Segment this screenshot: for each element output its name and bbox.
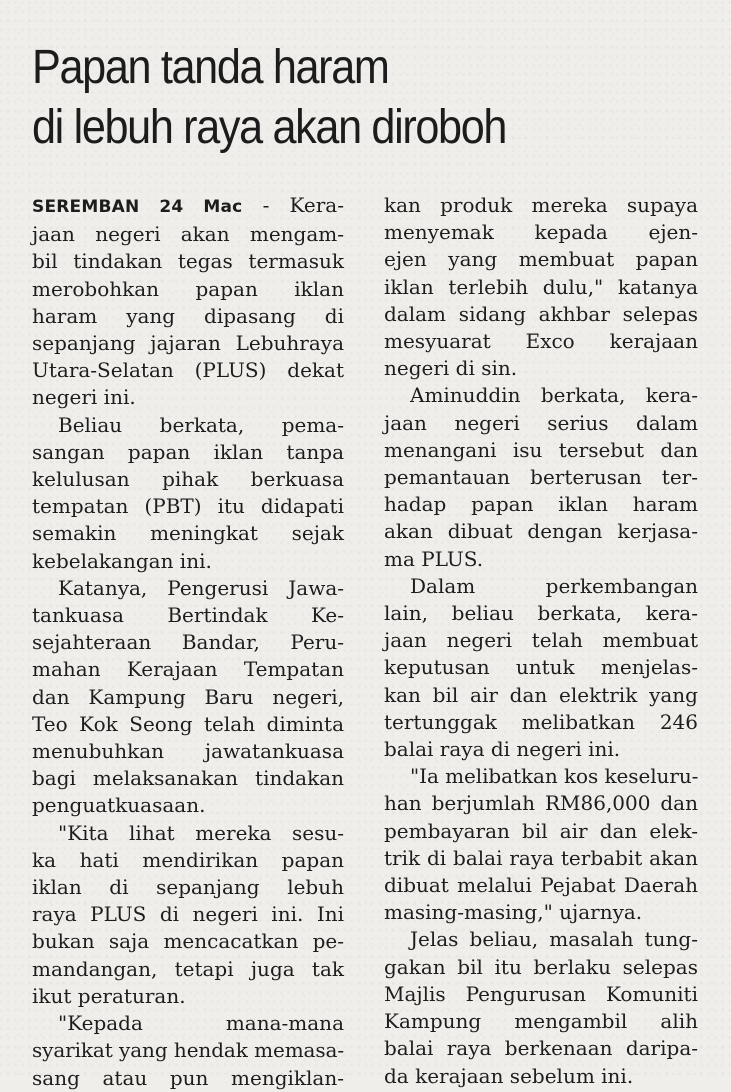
headline bbox=[32, 38, 644, 158]
article-line: negeri ini. bbox=[32, 385, 136, 410]
article-line: Dalam perkembangan bbox=[410, 573, 698, 598]
article-line: ka hati mendirikan papan bbox=[32, 847, 344, 872]
article-line: da kerajaan sebelum ini. bbox=[384, 1063, 634, 1088]
article-line: Beliau berkata, pema- bbox=[58, 412, 344, 437]
article-line: "Kita lihat mereka sesu- bbox=[58, 820, 344, 845]
article-line: ma PLUS. bbox=[384, 546, 484, 571]
article-line: tertunggak melibatkan 246 bbox=[384, 709, 698, 734]
article-line: syarikat yang hendak memasa- bbox=[32, 1038, 344, 1063]
article-line: sang atau pun mengiklan- bbox=[32, 1065, 344, 1090]
article-line: sepanjang jajaran Lebuhraya bbox=[32, 331, 344, 356]
article-line: haram yang dipasang di bbox=[32, 303, 344, 328]
article-line: iklan terlebih dulu," katanya bbox=[384, 274, 698, 299]
article-line: Aminuddin berkata, kera- bbox=[410, 383, 698, 408]
article-line: penguatkuasaan. bbox=[32, 793, 206, 818]
article-line: Majlis Pengurusan Komuniti bbox=[384, 981, 698, 1006]
article-line: Jelas beliau, masalah tung- bbox=[410, 927, 698, 952]
article-line: mahan Kerajaan Tempatan bbox=[32, 657, 344, 682]
article-line: menyemak kepada ejen- bbox=[384, 220, 698, 245]
article-line: bukan saja mencacatkan pe- bbox=[32, 929, 344, 954]
dateline: SEREMBAN 24 Mac bbox=[32, 197, 243, 217]
article-line: iklan di sepanjang lebuh bbox=[32, 875, 344, 900]
article-line: dalam sidang akhbar selepas bbox=[384, 301, 698, 326]
article-line: semakin meningkat sejak bbox=[32, 521, 344, 546]
article-line: pemantauan berterusan ter- bbox=[384, 465, 698, 490]
article-line: menangani isu tersebut dan bbox=[384, 437, 698, 462]
article-line: pembayaran bil air dan elek- bbox=[384, 818, 698, 843]
article-line: Utara-Selatan (PLUS) dekat bbox=[32, 358, 344, 383]
article-line: negeri di sin. bbox=[384, 356, 518, 381]
article-line: balai raya di negeri ini. bbox=[384, 737, 621, 762]
article-line: mesyuarat Exco kerajaan bbox=[384, 329, 698, 354]
article-line: lain, beliau berkata, kera- bbox=[384, 601, 698, 626]
article-line: tempatan (PBT) itu didapati bbox=[32, 494, 344, 519]
article-column-right bbox=[384, 192, 698, 1090]
article-line: Katanya, Pengerusi Jawa- bbox=[58, 575, 344, 600]
article-line: ikut peraturan. bbox=[32, 983, 186, 1008]
article-line: mandangan, tetapi juga tak bbox=[32, 956, 344, 981]
article-line: balai raya berkenaan daripa- bbox=[384, 1036, 698, 1061]
article-line: sangan papan iklan tanpa bbox=[32, 439, 344, 464]
article-line: Kampung mengambil alih bbox=[384, 1009, 698, 1034]
headline-line-2: di lebuh raya akan diroboh bbox=[32, 101, 507, 154]
article-line: bagi melaksanakan tindakan bbox=[32, 766, 344, 791]
headline-line-1: Papan tanda haram bbox=[32, 41, 389, 94]
article-line: bil tindakan tegas termasuk bbox=[32, 249, 344, 274]
article-line: keputusan untuk menjelas- bbox=[384, 655, 698, 680]
article-line: "Ia melibatkan kos keseluru- bbox=[410, 764, 699, 789]
article-line: akan dibuat dengan kerjasa- bbox=[384, 519, 698, 544]
article-line: raya PLUS di negeri ini. Ini bbox=[32, 902, 344, 927]
article-line: gakan bil itu berlaku selepas bbox=[384, 954, 698, 979]
article-line: kebelakangan ini. bbox=[32, 548, 212, 573]
article-line: masing-masing," ujarnya. bbox=[384, 900, 643, 925]
article-line: sejahteraan Bandar, Peru- bbox=[32, 630, 344, 655]
article-line-text: - Kera- bbox=[262, 193, 344, 217]
article-line: jaan negeri serius dalam bbox=[384, 410, 698, 435]
article-line: jaan negeri telah membuat bbox=[384, 628, 698, 653]
article-column-left bbox=[32, 192, 344, 1092]
article-line: Teo Kok Seong telah diminta bbox=[32, 711, 344, 736]
article-line: "Kepada mana-mana bbox=[58, 1011, 344, 1036]
article-line: dan Kampung Baru negeri, bbox=[32, 684, 344, 709]
article-line: kelulusan pihak berkuasa bbox=[32, 467, 344, 492]
article-line: trik di balai raya terbabit akan bbox=[384, 845, 698, 870]
article-line: dibuat melalui Pejabat Daerah bbox=[384, 873, 698, 898]
article-line: han berjumlah RM86,000 dan bbox=[384, 791, 698, 816]
article-line: jaan negeri akan mengam- bbox=[32, 222, 344, 247]
article-line: kan produk mereka supaya bbox=[384, 193, 698, 217]
article-line: menubuhkan jawatankuasa bbox=[32, 739, 344, 764]
article-line: kan bil air dan elektrik yang bbox=[384, 682, 698, 707]
article-line: hadap papan iklan haram bbox=[384, 492, 698, 517]
article-line bbox=[32, 192, 344, 221]
article-line: merobohkan papan iklan bbox=[32, 276, 344, 301]
article-line: tankuasa Bertindak Ke- bbox=[32, 603, 344, 628]
article-line: ejen yang membuat papan bbox=[384, 247, 698, 272]
